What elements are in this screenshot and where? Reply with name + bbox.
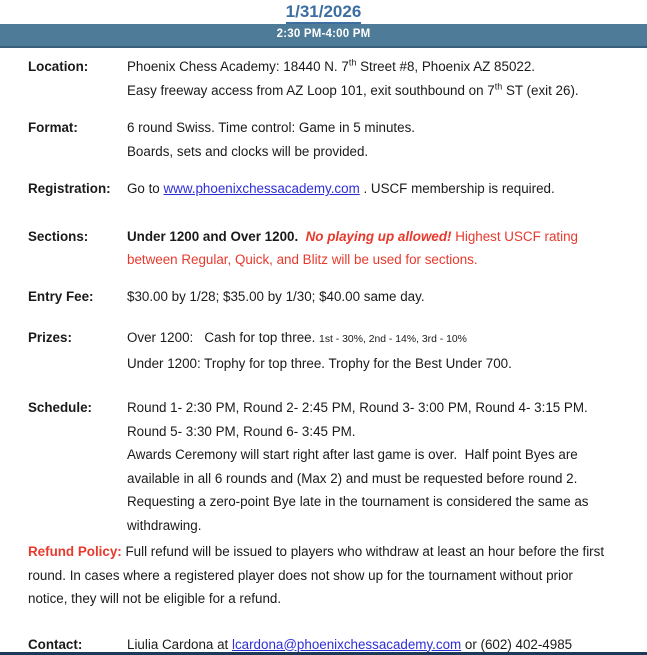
- schedule-line1: Round 1- 2:30 PM, Round 2- 2:45 PM, Round 3- 3:00 PM, Round 4- 3:15 PM.: [127, 400, 588, 415]
- date-row: [0, 0, 647, 24]
- ordinal-superscript: th: [348, 57, 357, 68]
- contact-label: Contact:: [28, 636, 83, 652]
- registration-prefix: Go to: [127, 181, 164, 196]
- schedule-line4: available in all 6 rounds and (Max 2) and must be requested before round 2.: [127, 470, 578, 486]
- ordinal-superscript: th: [494, 81, 503, 92]
- schedule-line6: withdrawing.: [127, 517, 202, 533]
- prizes-line1: [127, 326, 627, 352]
- website-link[interactable]: www.phoenixchessacademy.com: [163, 181, 360, 196]
- flyer-content: [0, 48, 647, 655]
- schedule-row: [28, 396, 627, 537]
- sections-line1: [127, 225, 627, 249]
- entry-fee-row: [28, 285, 627, 309]
- entry-fee-value: [127, 285, 627, 309]
- sections-bold-text: Under 1200 and Over 1200.: [127, 228, 306, 244]
- format-row: [28, 116, 627, 163]
- schedule-line2: Round 5- 3:30 PM, Round 6- 3:45 PM.: [127, 423, 356, 439]
- sections-label: Sections:: [28, 228, 89, 244]
- location-line1: [127, 55, 627, 79]
- sections-red-text: Highest USCF rating: [451, 228, 578, 244]
- refund-line2: round. In cases where a registered player does not show up for the tournament without prior: [28, 567, 573, 583]
- schedule-line5: Requesting a zero-point Bye late in the tournament is considered the same as: [127, 494, 589, 509]
- location-line1-text: Phoenix Chess Academy: 18440 N. 7: [127, 59, 349, 74]
- registration-line: [127, 177, 627, 201]
- refund-policy-label: Refund Policy:: [28, 544, 122, 559]
- prizes-label: Prizes:: [28, 330, 72, 345]
- email-link[interactable]: lcardona@phoenixchessacademy.com: [231, 636, 462, 652]
- format-value: [127, 116, 627, 163]
- location-line2: [127, 79, 627, 103]
- time-bar: [0, 24, 647, 48]
- sections-row: [28, 225, 627, 272]
- format-line1: 6 round Swiss. Time control: Game in 5 minutes.: [127, 120, 416, 135]
- refund-line1-text: Full refund will be issued to players who withdraw at least an hour before the first: [121, 544, 605, 559]
- refund-line3: notice, they will not be eligible for a refund.: [28, 591, 282, 606]
- contact-suffix: or (602) 402-4985: [461, 636, 573, 652]
- format-label: Format:: [28, 120, 78, 135]
- location-label: Location:: [28, 59, 89, 74]
- schedule-label: Schedule:: [28, 400, 92, 415]
- registration-row: [28, 177, 627, 201]
- entry-fee-label: Entry Fee:: [28, 288, 94, 304]
- no-playing-up-warning: No playing up allowed!: [305, 228, 452, 244]
- registration-suffix: . USCF membership is required.: [359, 181, 555, 196]
- refund-line1: [28, 540, 625, 564]
- contact-prefix: Liulia Cardona at: [127, 636, 232, 652]
- location-line2-rest: ST (exit 26).: [502, 82, 579, 98]
- prizes-percentages: 1st - 30%, 2nd - 14%, 3rd - 10%: [319, 334, 467, 345]
- prizes-over1200-text: Over 1200: Cash for top three.: [127, 330, 320, 345]
- prizes-line2: Under 1200: Trophy for top three. Trophy for the Best Under 700.: [127, 355, 512, 371]
- location-row: [28, 55, 627, 102]
- registration-label: Registration:: [28, 181, 111, 196]
- location-value: [127, 55, 627, 102]
- registration-value: [127, 177, 627, 201]
- schedule-value: [127, 396, 627, 537]
- refund-policy-paragraph: [28, 540, 627, 611]
- event-date: 1/31/2026: [286, 2, 362, 24]
- location-line1-rest: Street #8, Phoenix AZ 85022.: [356, 59, 536, 74]
- location-line2-text: Easy freeway access from AZ Loop 101, exit southbound on 7: [127, 82, 495, 98]
- prizes-row: [28, 326, 627, 375]
- sections-line2: between Regular, Quick, and Blitz will be used for sections.: [127, 252, 478, 267]
- schedule-line3: Awards Ceremony will start right after last game is over. Half point Byes are: [127, 447, 578, 462]
- prizes-value: [127, 326, 627, 375]
- sections-value: [127, 225, 627, 272]
- time-range: 2:30 PM-4:00 PM: [276, 28, 371, 40]
- entry-fee-text: $30.00 by 1/28; $35.00 by 1/30; $40.00 same day.: [127, 288, 425, 304]
- format-line2: Boards, sets and clocks will be provided.: [127, 143, 369, 159]
